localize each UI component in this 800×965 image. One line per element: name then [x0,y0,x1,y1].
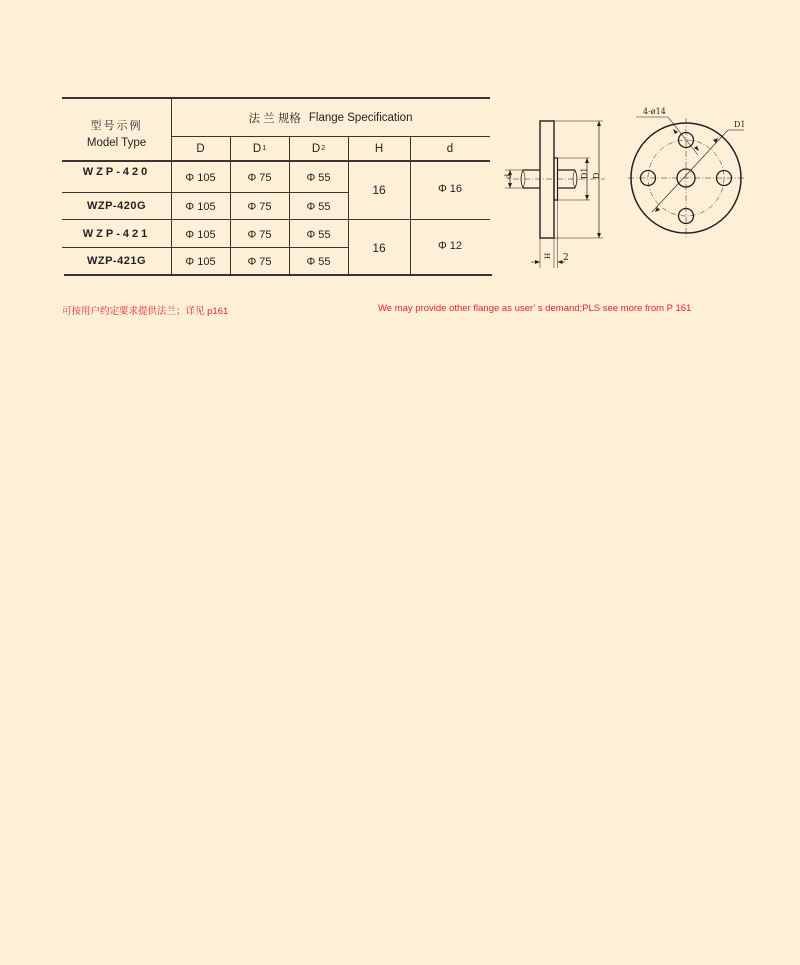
table-cell-D: Φ 105 [185,201,216,213]
col-header-D1: D 1 [252,142,267,155]
dim-label-D: D [592,172,601,179]
table-cell-D2: Φ 55 [306,256,331,268]
table-row-model: WZP-421G [86,255,146,267]
dim-label-D1: D1 [580,167,589,179]
table-row-model: WZP-421 [82,227,151,240]
dim-label-holes: 4-ø14 [643,107,666,116]
dim-label-D1: D1 [734,120,746,129]
col-header-d: d [446,142,454,155]
flange-spec-header [171,108,490,128]
dim-label-H: H [544,252,552,259]
table-cell-D2: Φ 55 [306,228,331,241]
col-header-D: D [196,142,205,155]
dim-label-2: 2 [563,253,569,263]
table-cell-d: Φ 16 [437,183,463,195]
model-type-en-label: Model Type [86,137,147,149]
table-cell-D1: Φ 75 [247,171,272,184]
table-cell-D2: Φ 55 [306,201,331,213]
note-zh: 可按用户约定要求提供法兰；详见 p161 [62,306,229,317]
table-cell-D1: Φ 75 [247,201,272,213]
flange-side-view-drawing [495,100,615,270]
flange-front-view-svg [620,100,770,260]
table-cell-D: Φ 105 [185,171,216,184]
table-cell-D: Φ 105 [185,228,216,241]
flange-front-view-drawing [620,100,770,260]
flange-spec-zh-label: 法 兰 规格 [248,113,301,125]
model-type-zh-label: 型号示例 [90,120,143,132]
flange-spec-en-label: Flange Specification [308,112,413,124]
table-top-border [62,97,490,99]
flange-side-view-svg [495,100,615,270]
table-cell-D1: Φ 75 [247,256,272,268]
col-header-D2: D 2 [311,142,326,155]
dim-label-d: d [504,173,513,179]
table-cell-d: Φ 12 [437,240,463,252]
table-row-model: WZP-420G [86,200,146,212]
table-cell-D2: Φ 55 [306,171,331,184]
table-cell-D1: Φ 75 [247,228,272,241]
table-cell-H: 16 [372,240,386,255]
table-cell-D: Φ 105 [185,256,216,268]
table-row-model: WZP-420 [82,166,151,178]
col-header-H: H [374,142,384,155]
table-cell-H: 16 [372,183,386,197]
note-en: We may provide other flange as user’ s demand;PLS see more from P 161 [378,303,692,314]
